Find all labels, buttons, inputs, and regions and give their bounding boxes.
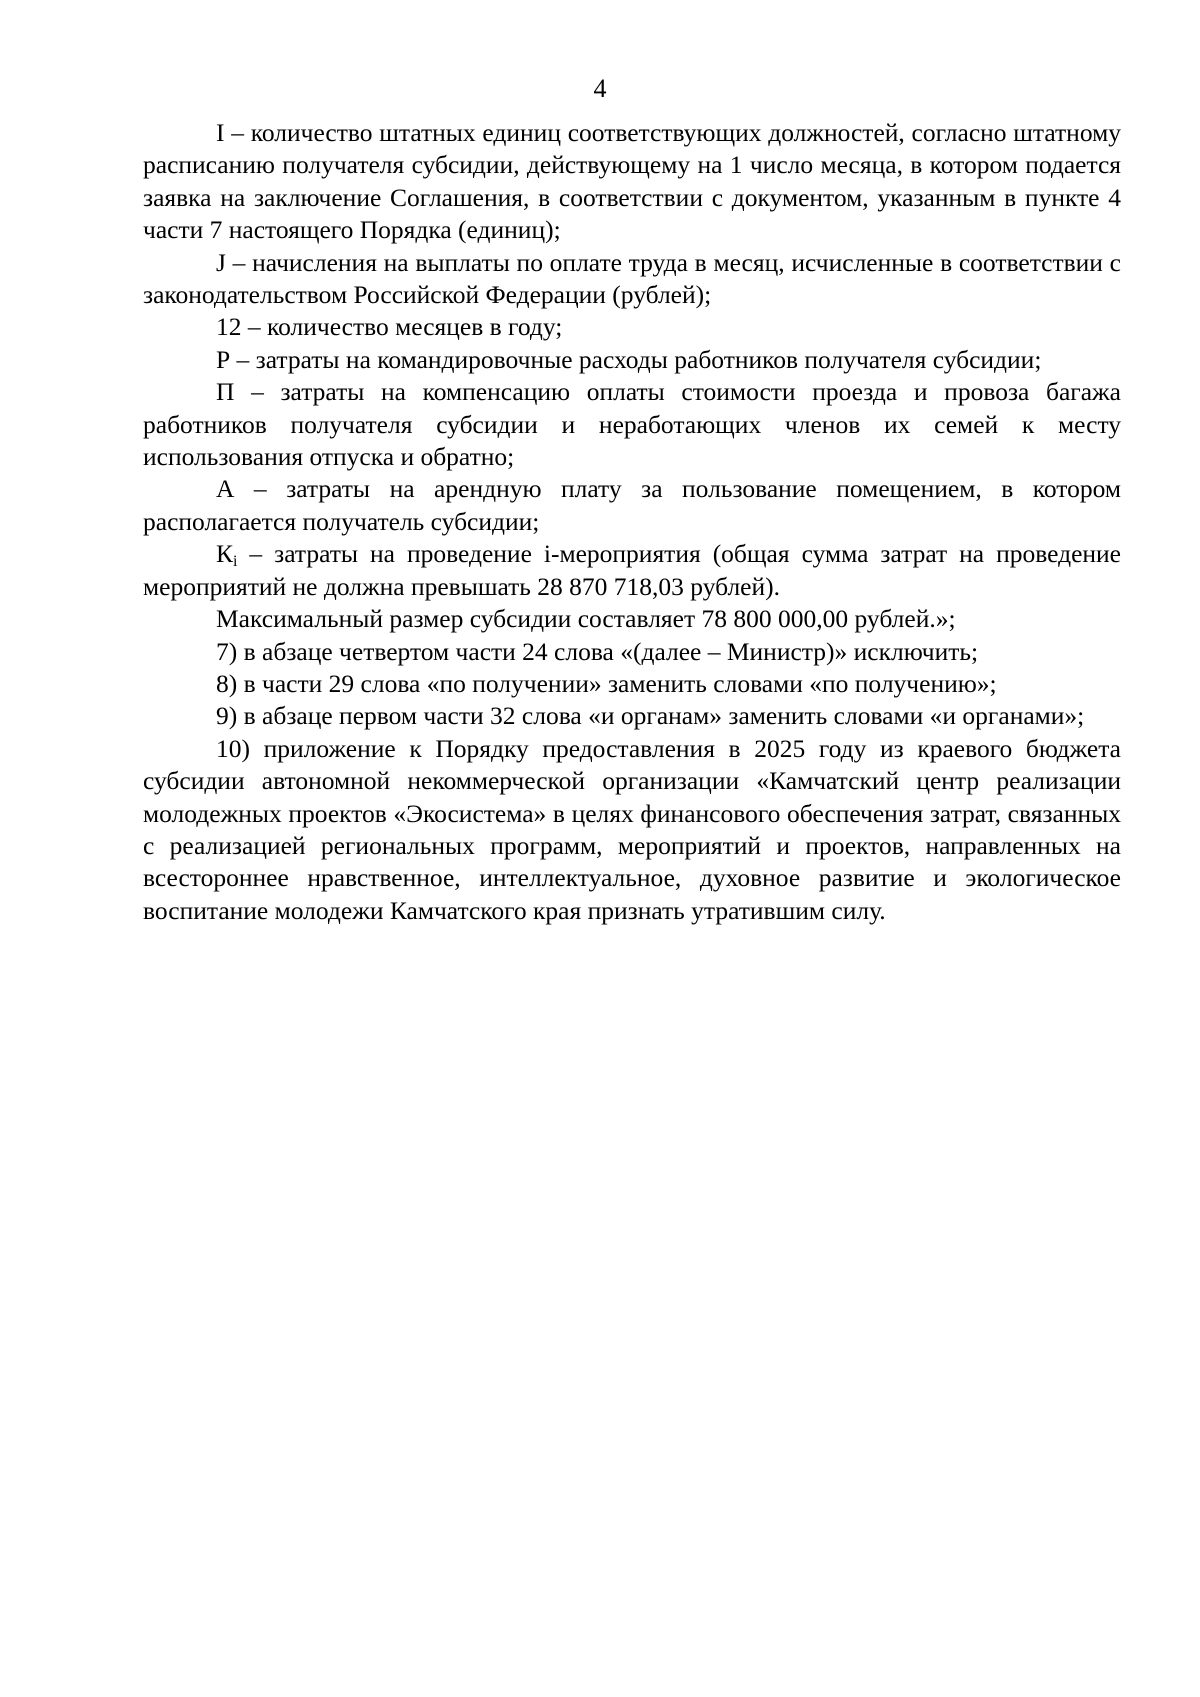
paragraph-max-subsidy: Максимальный размер субсидии составляет 78 800 000,00 рублей.»; [216,604,956,634]
paragraph-item-10: 10) приложение к Порядку предоставления в 2025 году из краевого бюджета субсидии автономной некоммерческой организации «Камчатский центр реализации молодежных проектов «Экосистема» в целях финансового обеспечения затрат, связанных с реализацией региональных программ, мероприятий и проектов, направленных на всестороннее нравственное, интеллектуальное, духовное развитие и экологическое воспитание молодежи Камчатского края признать утратившим силу. [143,733,1121,925]
paragraph-definition-ki [143,538,1121,603]
paragraph-months: 12 – количество месяцев в году; [216,312,563,342]
page-number: 4 [593,74,607,103]
paragraph-definition-i: I – количество штатных единиц соответствующих должностей, согласно штатному расписанию получателя субсидии, действующему на 1 число месяца, в котором подается заявка на заключение Соглашения, в соответствии с документом, указанным в пункте 4 части 7 настоящего Порядка (единиц); [143,118,1121,245]
paragraph-item-8: 8) в части 29 слова «по получении» заменить словами «по получению»; [216,668,997,698]
paragraph-definition-a: А – затраты на арендную плату за пользование помещением, в котором располагается получатель субсидии; [143,474,1121,536]
ki-text: – затраты на проведение i-мероприятия (общая сумма затрат на проведение мероприятий не должна превышать 28 870 718,03 рублей). [143,539,1121,601]
document-body [143,117,1121,927]
paragraph-definition-p: П – затраты на компенсацию оплаты стоимости проезда и провоза багажа работников получателя субсидии и неработающих членов их семей к месту использования отпуска и обратно; [143,377,1121,472]
paragraph-definition-j: J – начисления на выплаты по оплате труда в месяц, исчисленные в соответствии с законодательством Российской Федерации (рублей); [143,247,1121,310]
ki-symbol: К [216,539,234,569]
paragraph-definition-r: Р – затраты на командировочные расходы работников получателя субсидии; [216,344,1042,374]
ki-subscript: i [233,553,238,571]
paragraph-item-9: 9) в абзаце первом части 32 слова «и органам» заменить словами «и органами»; [216,701,1085,731]
paragraph-item-7: 7) в абзаце четвертом части 24 слова «(далее – Министр)» исключить; [216,636,979,666]
